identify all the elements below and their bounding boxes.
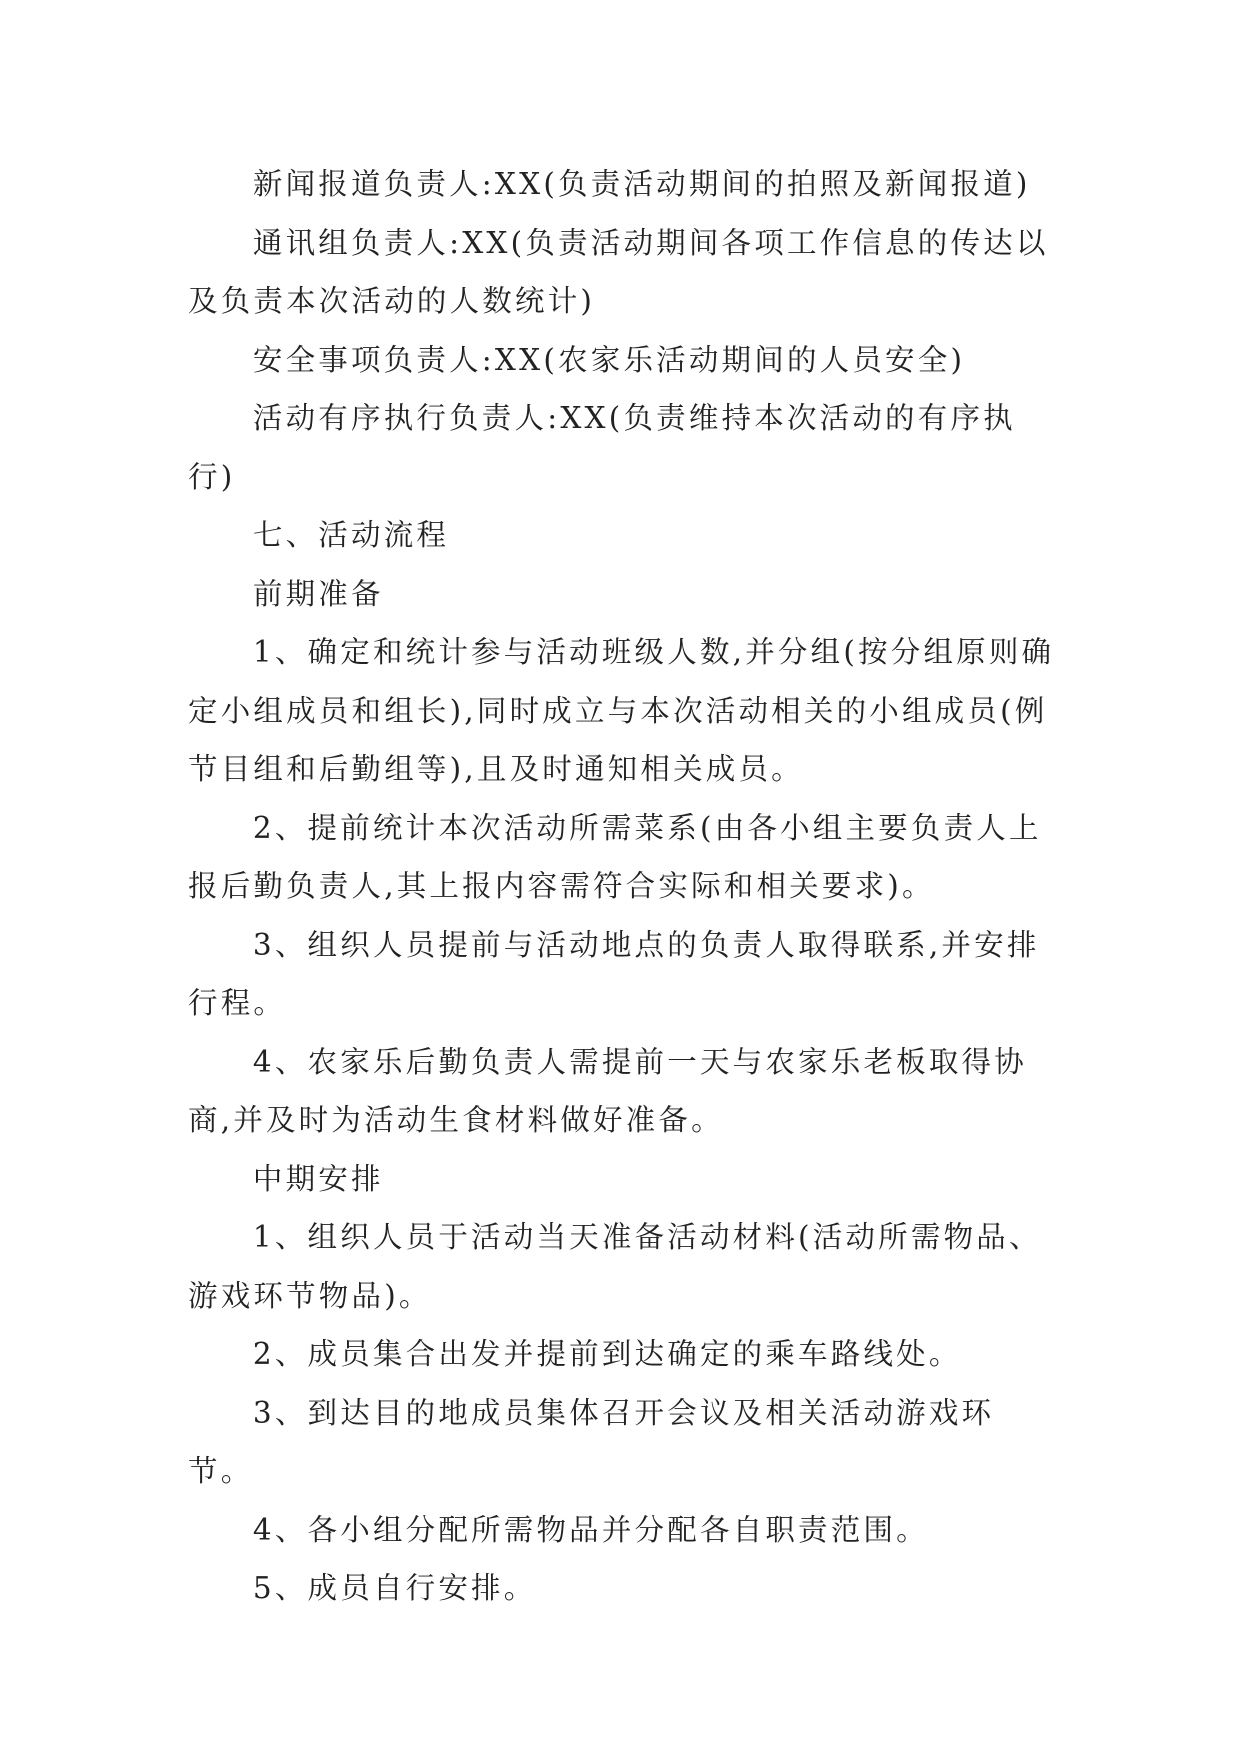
paragraph-mid-4: 4、各小组分配所需物品并分配各自职责范围。 bbox=[252, 1512, 929, 1547]
subheading-preparation: 前期准备 bbox=[252, 576, 384, 611]
paragraph-prep-3: 3、组织人员提前与活动地点的负责人取得联系,并安排行程。 bbox=[188, 927, 1040, 1020]
paragraph-order-lead: 活动有序执行负责人:XX(负责维持本次活动的有序执行) bbox=[188, 401, 1016, 494]
paragraph-prep-2: 2、提前统计本次活动所需菜系(由各小组主要负责人上报后勤负责人,其上报内容需符合实际和相关要求)。 bbox=[188, 810, 1042, 903]
paragraph-mid-5: 5、成员自行安排。 bbox=[252, 1571, 537, 1605]
paragraph-prep-4: 4、农家乐后勤负责人需提前一天与农家乐老板取得协商,并及时为活动生食材料做好准备。 bbox=[188, 1044, 1027, 1137]
subheading-mid-arrangement: 中期安排 bbox=[252, 1161, 384, 1196]
paragraph-safety-lead: 安全事项负责人:XX(农家乐活动期间的人员安全) bbox=[252, 342, 966, 377]
document-body bbox=[188, 155, 1058, 1618]
paragraph-prep-1: 1、确定和统计参与活动班级人数,并分组(按分组原则确定小组成员和组长),同时成立与本次活动相关的小组成员(例节目组和后勤组等),且及时通知相关成员。 bbox=[188, 635, 1055, 786]
paragraph-mid-2: 2、成员集合出发并提前到达确定的乘车路线处。 bbox=[252, 1337, 962, 1371]
paragraph-comms-lead: 通讯组负责人:XX(负责活动期间各项工作信息的传达以及负责本次活动的人数统计) bbox=[188, 225, 1049, 318]
paragraph-news-lead: 新闻报道负责人:XX(负责活动期间的拍照及新闻报道) bbox=[252, 167, 1031, 201]
paragraph-mid-1: 1、组织人员于活动当天准备活动材料(活动所需物品、游戏环节物品)。 bbox=[188, 1220, 1042, 1313]
section-heading-process: 七、活动流程 bbox=[252, 518, 450, 552]
paragraph-mid-3: 3、到达目的地成员集体召开会议及相关活动游戏环节。 bbox=[188, 1395, 995, 1488]
